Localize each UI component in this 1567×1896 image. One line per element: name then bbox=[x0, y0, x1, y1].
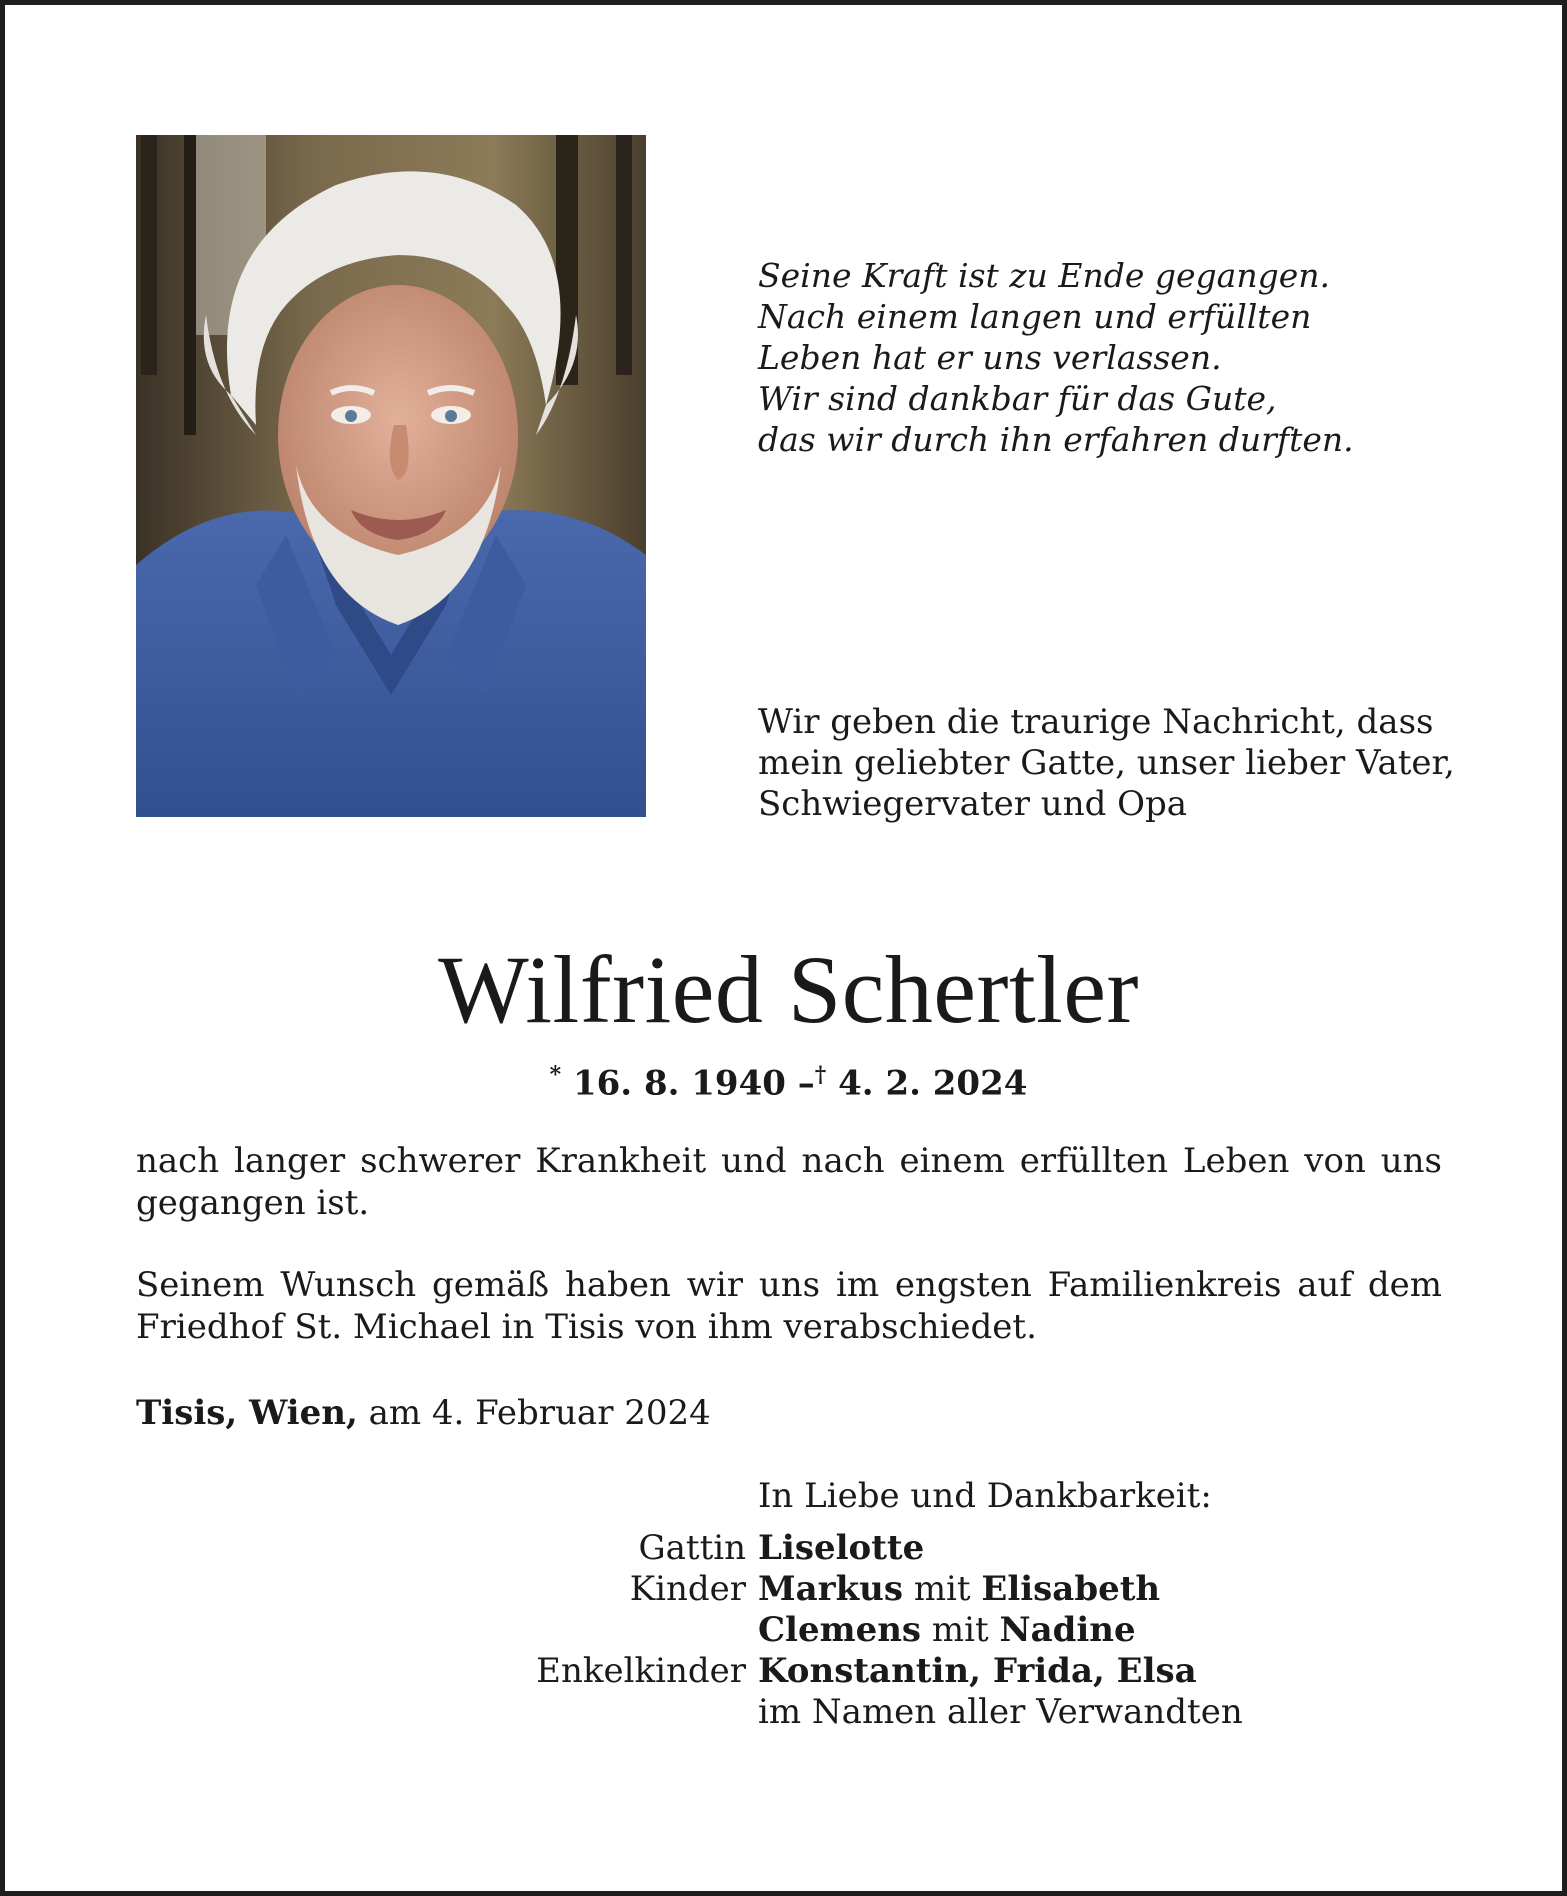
mourner-names bbox=[758, 1569, 1160, 1610]
mourners-heading: In Liebe und Dankbarkeit: bbox=[758, 1476, 1212, 1516]
mourner-names bbox=[758, 1651, 1197, 1692]
portrait-photo bbox=[136, 135, 646, 817]
mourner-name: Liselotte bbox=[758, 1528, 925, 1568]
intro-line: Schwiegervater und Opa bbox=[758, 784, 1188, 824]
announcement-intro bbox=[758, 702, 1458, 825]
date: am 4. Februar 2024 bbox=[368, 1393, 711, 1433]
death-symbol: † bbox=[814, 1062, 827, 1088]
mourner-relation: Kinder bbox=[629, 1569, 746, 1609]
mourner-row bbox=[5, 1528, 1567, 1569]
mourner-partner: Elisabeth bbox=[981, 1569, 1161, 1609]
mourner-names bbox=[758, 1610, 1136, 1651]
mourner-row bbox=[5, 1610, 1567, 1651]
verse-line: Wir sind dankbar für das Gute, bbox=[758, 379, 1277, 418]
intro-line: mein geliebter Gatte, unser lieber Vater, bbox=[758, 743, 1455, 783]
body-paragraph-2: Seinem Wunsch gemäß haben wir uns im engsten Familienkreis auf dem Friedhof St. Michael in Tisis von ihm verabschiedet. bbox=[136, 1265, 1442, 1347]
mourner-relation: Enkelkinder bbox=[536, 1651, 746, 1691]
mourners-list bbox=[5, 1528, 1567, 1733]
mourner-connector: mit bbox=[931, 1610, 989, 1650]
mourner-name: Markus bbox=[758, 1569, 903, 1609]
mourner-row bbox=[5, 1569, 1567, 1610]
birth-date: 16. 8. 1940 bbox=[572, 1063, 786, 1104]
mourners-closing: im Namen aller Verwandten bbox=[758, 1692, 1243, 1732]
verse-line: Leben hat er uns verlassen. bbox=[758, 338, 1222, 377]
place-date bbox=[136, 1392, 711, 1434]
verse-block bbox=[758, 255, 1458, 460]
verse-line: Nach einem langen und erfüllten bbox=[758, 297, 1312, 336]
body-paragraph-1: nach langer schwerer Krankheit und nach einem erfüllten Leben von uns gegangen ist. bbox=[136, 1141, 1442, 1223]
deceased-name: Wilfried Schertler bbox=[438, 936, 1139, 1043]
portrait-illustration bbox=[136, 135, 646, 817]
place: Tisis, Wien, bbox=[136, 1393, 358, 1433]
mourner-name: Clemens bbox=[758, 1610, 922, 1650]
mourner-connector: mit bbox=[913, 1569, 971, 1609]
verse-line: das wir durch ihn erfahren durften. bbox=[758, 420, 1354, 459]
intro-line: Wir geben die traurige Nachricht, dass bbox=[758, 702, 1434, 742]
birth-symbol: * bbox=[549, 1062, 562, 1088]
life-dates bbox=[5, 1053, 1567, 1105]
verse-line: Seine Kraft ist zu Ende gegangen. bbox=[758, 256, 1330, 295]
date-dash: – bbox=[797, 1063, 815, 1104]
mourner-partner: Nadine bbox=[999, 1610, 1136, 1650]
mourner-name: Konstantin, Frida, Elsa bbox=[758, 1651, 1197, 1691]
mourner-names bbox=[758, 1528, 924, 1569]
mourner-row bbox=[5, 1692, 1567, 1733]
mourner-row bbox=[5, 1651, 1567, 1692]
mourner-relation: Gattin bbox=[638, 1528, 746, 1568]
death-date: 4. 2. 2024 bbox=[838, 1063, 1028, 1104]
